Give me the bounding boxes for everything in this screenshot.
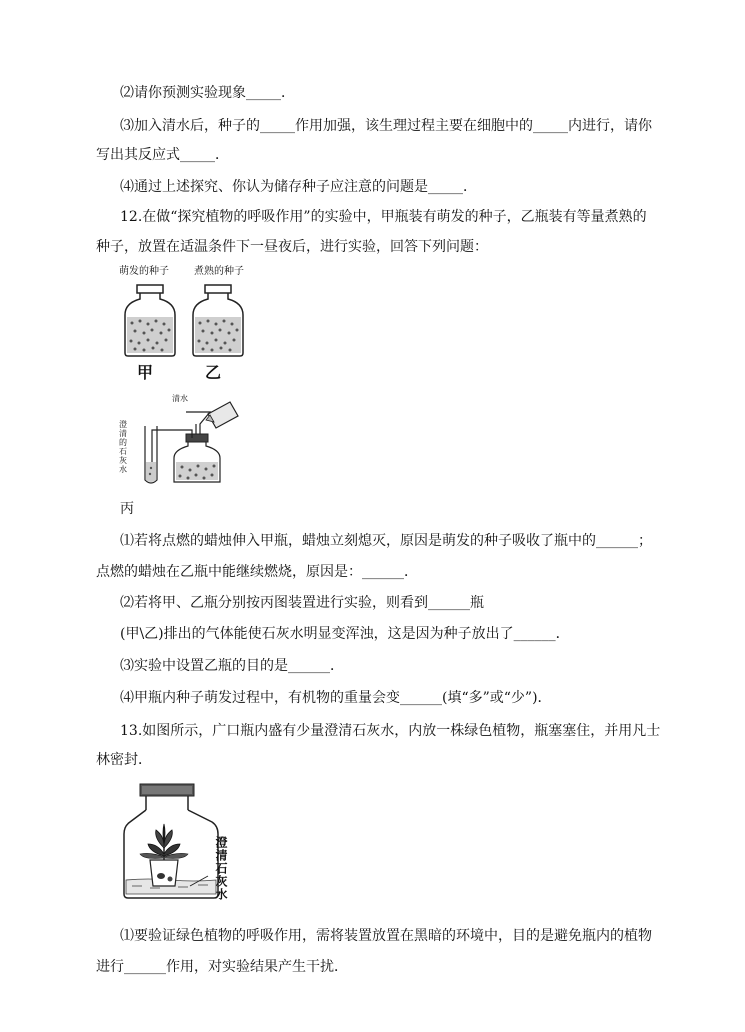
- q12-stem-line2: 种子，放置在适温条件下一昼夜后，进行实验，回答下列问题：: [96, 239, 488, 255]
- label-limewater: 澄清的石灰水: [119, 420, 127, 474]
- q13-part1-line2: 进行______作用，对实验结果产生干扰．: [96, 959, 348, 975]
- apparatus-bing-figure: [130, 392, 245, 487]
- label-water: 清水: [172, 394, 188, 403]
- q12-stem-line1: 12.在做“探究植物的呼吸作用”的实验中，甲瓶装有萌发的种子，乙瓶装有等量煮熟的: [120, 209, 647, 225]
- q13-bottle-figure: [118, 782, 228, 902]
- label-cooked-seeds: 煮熟的种子: [194, 266, 244, 277]
- jar-jia-figure: [120, 283, 180, 358]
- q12-part1-line1: ⑴若将点燃的蜡烛伸入甲瓶，蜡烛立刻熄灭，原因是萌发的种子吸收了瓶中的______；: [120, 533, 652, 549]
- q13-stem-line1: 13.如图所示，广口瓶内盛有少量澄清石灰水，内放一株绿色植物，瓶塞塞住，并用凡士: [120, 723, 661, 739]
- q12-part2-line2: (甲\乙)排出的气体能使石灰水明显变浑浊，这是因为种子放出了______．: [120, 626, 570, 642]
- q11-part3-line1: ⑶加入清水后，种子的_____作用加强，该生理过程主要在细胞中的_____内进行，请你: [120, 118, 652, 134]
- q13-stem-line2: 林密封．: [96, 752, 152, 768]
- q12-part2-line1: ⑵若将甲、乙瓶分别按丙图装置进行实验，则看到______瓶: [120, 595, 484, 611]
- label-q13-limewater: 澄清石灰水: [214, 836, 228, 901]
- q12-part3: ⑶实验中设置乙瓶的目的是______．: [120, 658, 344, 674]
- q13-part1-line1: ⑴要验证绿色植物的呼吸作用，需将装置放置在黑暗的环境中，目的是避免瓶内的植物: [120, 928, 652, 944]
- label-jia: 甲: [137, 363, 154, 382]
- label-yi: 乙: [205, 363, 222, 382]
- q12-part1-line2: 点燃的蜡烛在乙瓶中能继续燃烧，原因是：______．: [96, 564, 418, 580]
- q11-part2: ⑵请你预测实验现象_____．: [120, 85, 295, 101]
- q11-part4: ⑷通过上述探究、你认为储存种子应注意的问题是_____．: [120, 179, 477, 195]
- jar-yi-figure: [188, 283, 248, 358]
- q11-part3-line2: 写出其反应式_____．: [96, 147, 229, 163]
- label-bing: 丙: [120, 501, 134, 517]
- q12-part4: ⑷甲瓶内种子萌发过程中，有机物的重量会变______(填“多”或“少”)．: [120, 690, 552, 706]
- label-germinating-seeds: 萌发的种子: [119, 266, 169, 277]
